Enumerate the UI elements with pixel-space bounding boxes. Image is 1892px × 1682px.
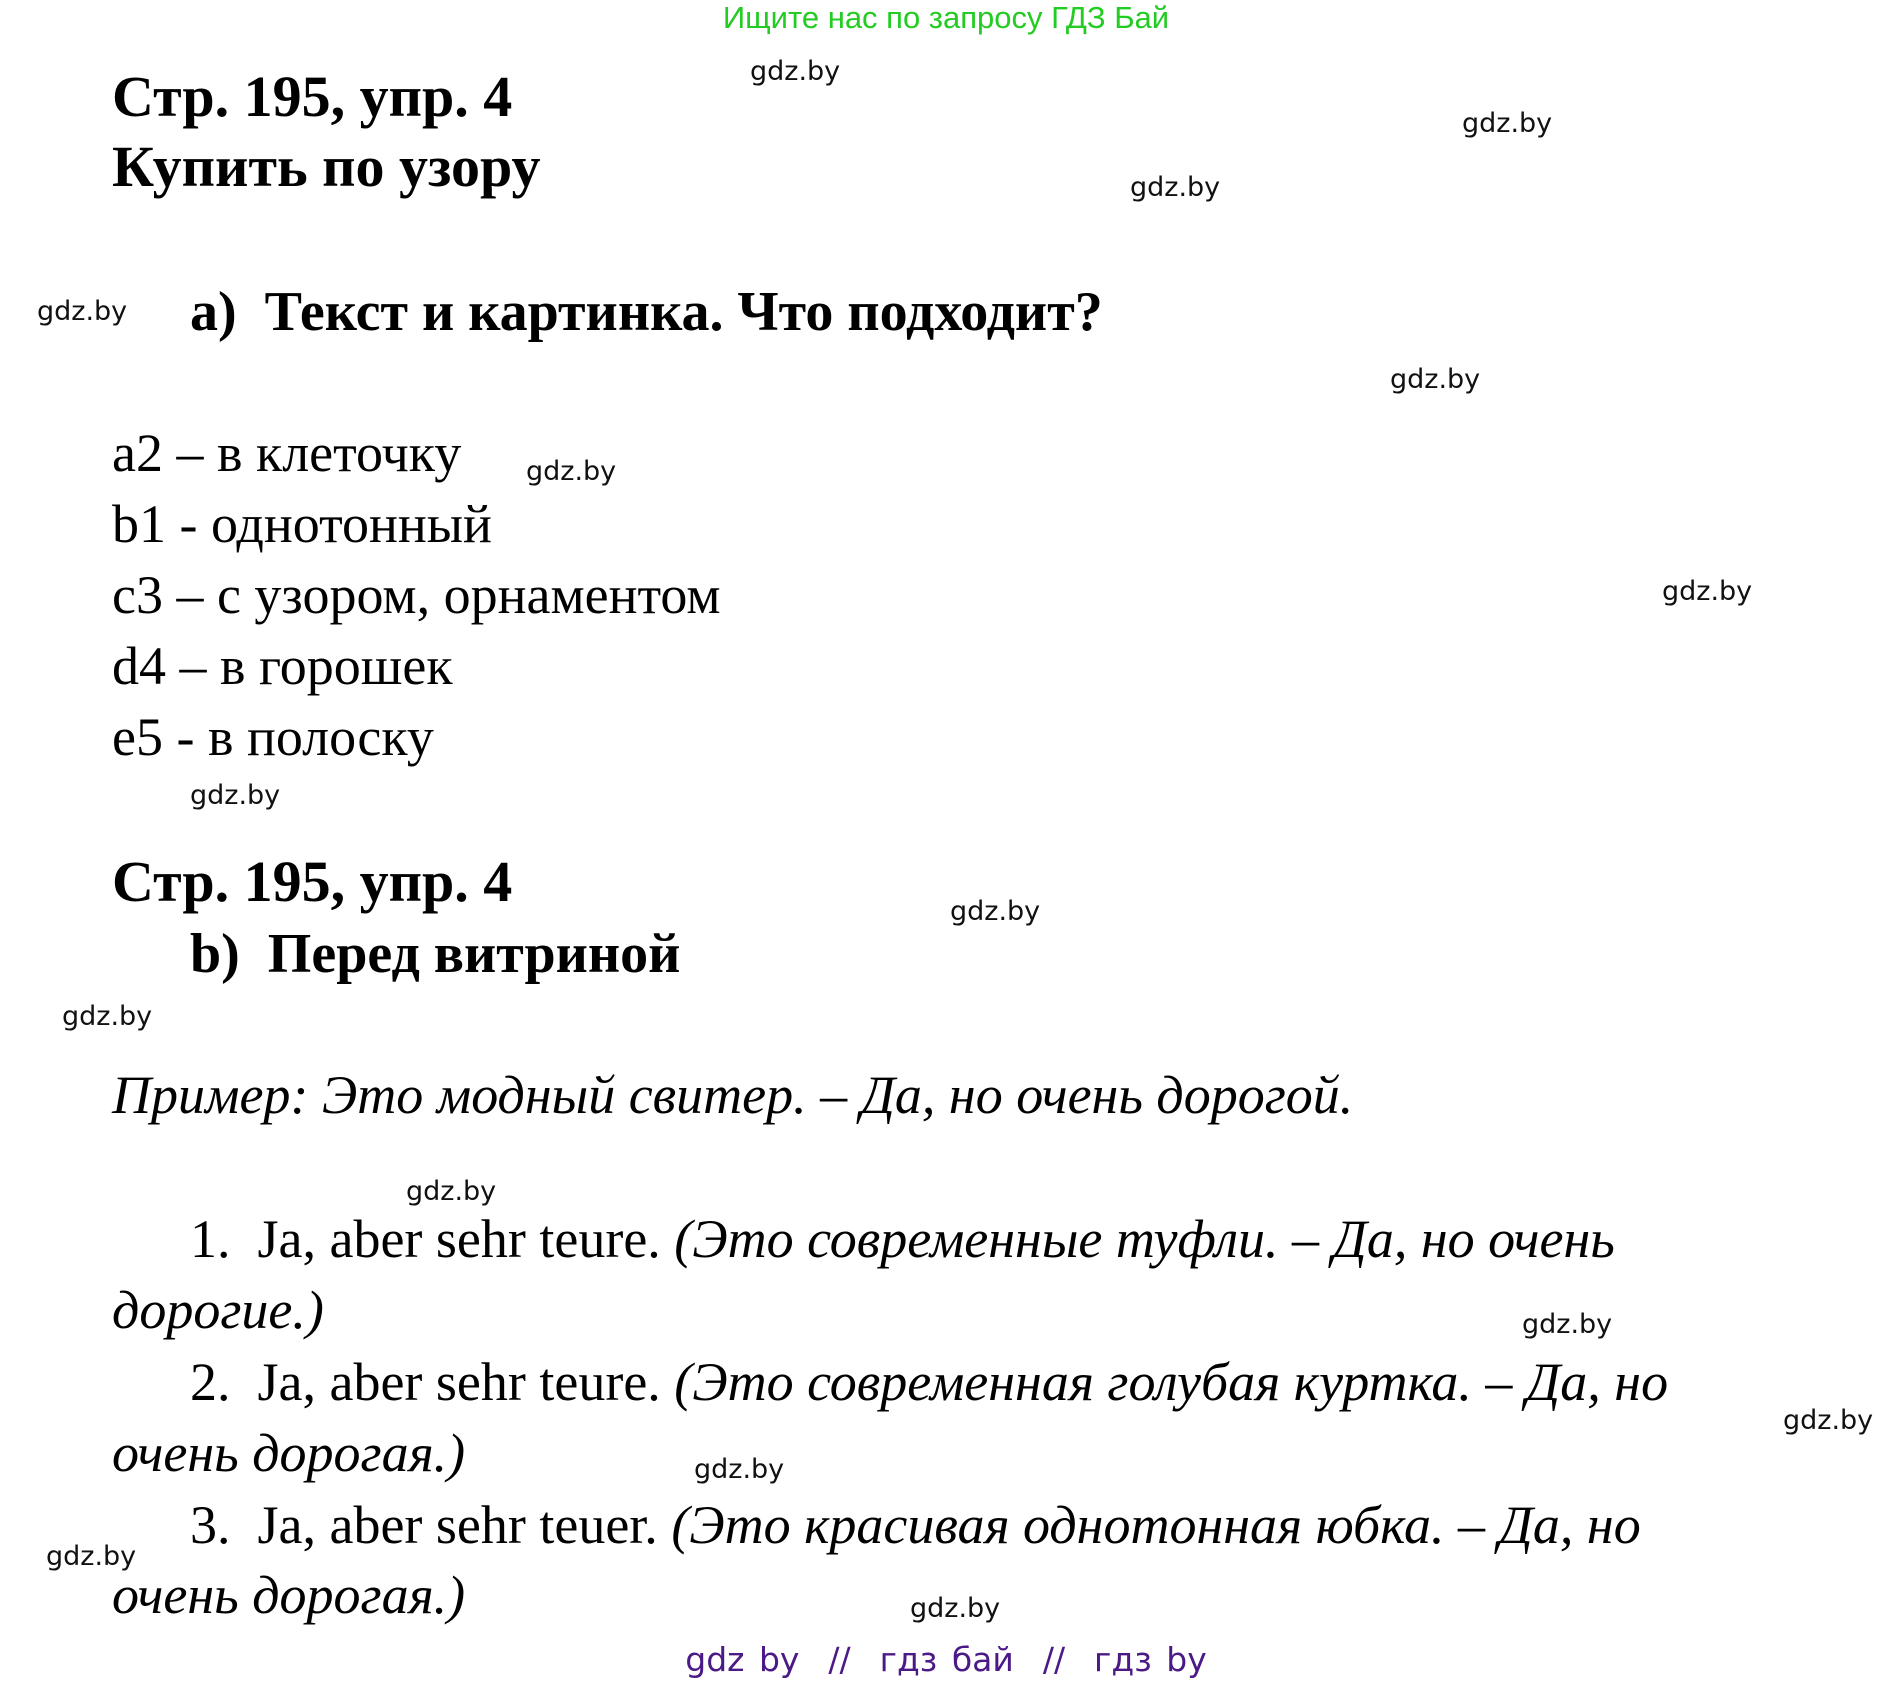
watermark: gdz.by xyxy=(1783,1405,1874,1436)
search-banner[interactable]: Ищите нас по запросу ГДЗ Бай xyxy=(722,0,1170,35)
answer-row-3 xyxy=(190,1495,1641,1555)
watermark: gdz.by xyxy=(750,56,841,87)
watermark: gdz.by xyxy=(950,896,1041,927)
watermark: gdz.by xyxy=(62,1001,153,1032)
exercise-heading-2: Стр. 195, упр. 4 xyxy=(112,849,513,914)
watermark: gdz.by xyxy=(910,1593,1001,1624)
item-german: Ja, aber sehr teure. xyxy=(257,1209,661,1269)
item-translation-cont: дорогие.) xyxy=(112,1280,324,1340)
footer-links[interactable]: gdz by // гдз бай // гдз by xyxy=(685,1640,1207,1679)
item-translation: (Это современная голубая куртка. – Да, но xyxy=(674,1352,1669,1412)
watermark: gdz.by xyxy=(46,1541,137,1572)
item-german: Ja, aber sehr teure. xyxy=(257,1352,661,1412)
answer-item: b1 - однотонный xyxy=(112,494,492,554)
answer-row-1 xyxy=(190,1209,1615,1269)
item-translation: (Это красивая однотонная юбка. – Да, но xyxy=(671,1495,1641,1555)
exercise-title: Купить по узору xyxy=(112,134,541,199)
item-number: 1. xyxy=(190,1209,231,1269)
watermark: gdz.by xyxy=(1662,576,1753,607)
answer-item: e5 - в полоску xyxy=(112,707,434,767)
watermark: gdz.by xyxy=(406,1176,497,1207)
watermark: gdz.by xyxy=(1390,364,1481,395)
item-translation-cont: очень дорогая.) xyxy=(112,1423,466,1483)
watermark: gdz.by xyxy=(1462,108,1553,139)
watermark: gdz.by xyxy=(526,456,617,487)
answer-item: c3 – с узором, орнаментом xyxy=(112,565,721,625)
watermark: gdz.by xyxy=(190,780,281,811)
answer-row-2 xyxy=(190,1352,1669,1412)
watermark: gdz.by xyxy=(694,1454,785,1485)
item-number: 2. xyxy=(190,1352,231,1412)
exercise-heading-1: Стр. 195, упр. 4 xyxy=(112,64,513,129)
subheading-b: b) Перед витриной xyxy=(190,923,681,985)
item-german: Ja, aber sehr teuer. xyxy=(257,1495,658,1555)
item-translation: (Это современные туфли. – Да, но очень xyxy=(674,1209,1615,1269)
watermark: gdz.by xyxy=(1522,1309,1613,1340)
subheading-a: a) Текст и картинка. Что подходит? xyxy=(190,281,1103,343)
watermark: gdz.by xyxy=(1130,172,1221,203)
example-line: Пример: Это модный свитер. – Да, но очень дорогой. xyxy=(112,1065,1354,1125)
answer-item: a2 – в клеточку xyxy=(112,423,462,483)
watermark: gdz.by xyxy=(37,296,128,327)
item-translation-cont: очень дорогая.) xyxy=(112,1565,466,1625)
item-number: 3. xyxy=(190,1495,231,1555)
answer-item: d4 – в горошек xyxy=(112,636,453,696)
